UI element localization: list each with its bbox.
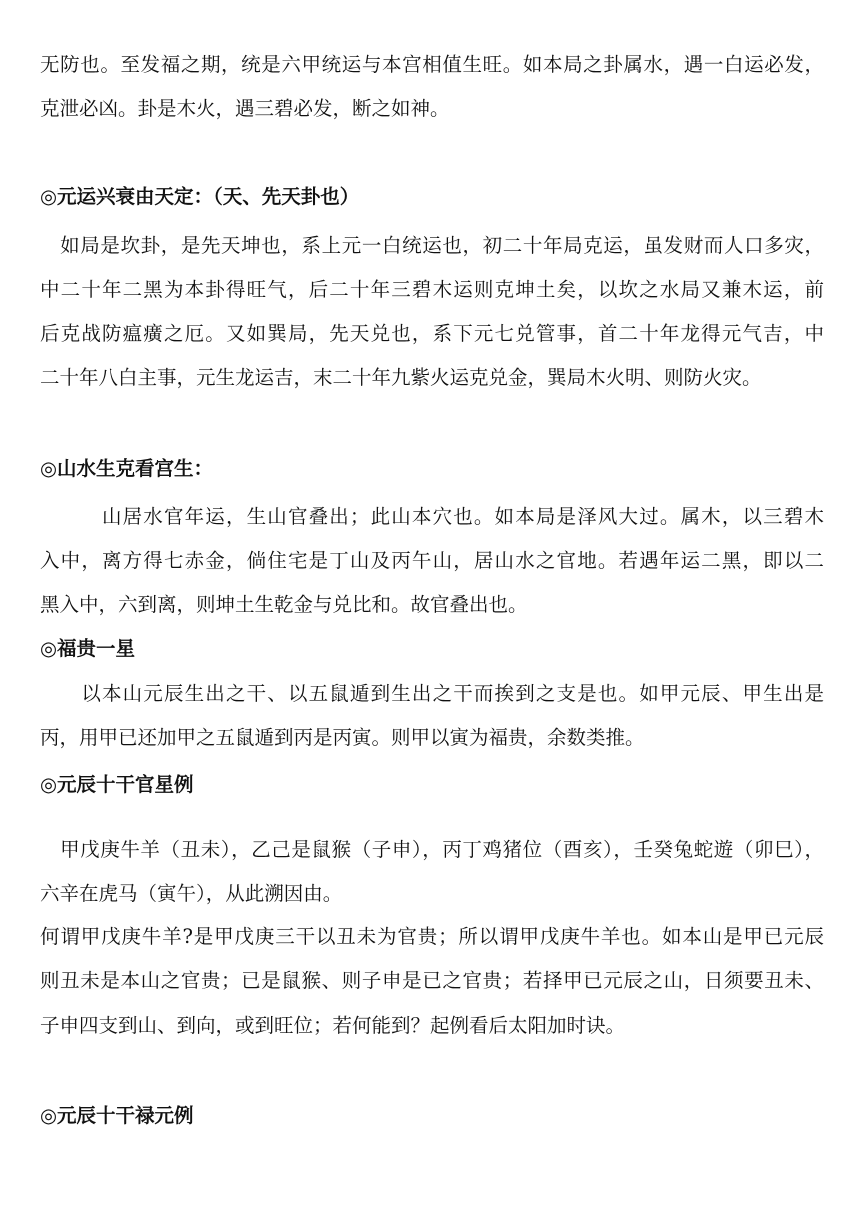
- paragraph-line: 中二十年二黑为本卦得旺气，后二十年三碧木运则克坤土矣，以坎之水局又兼木运，前: [40, 278, 824, 301]
- paragraph-line: 甲戊庚牛羊（丑未），乙己是鼠猴（子申），丙丁鸡猪位（酉亥），壬癸兔蛇遊（卯巳），: [40, 838, 824, 861]
- section-heading-fugui: ◎福贵一星: [40, 637, 136, 660]
- paragraph-line: 如局是坎卦，是先天坤也，系上元一白统运也，初二十年局克运，虽发财而人口多灾，: [40, 234, 824, 257]
- paragraph-line: 后克战防瘟癀之厄。又如巽局，先天兑也，系下元七兑管事，首二十年龙得元气吉，中: [40, 322, 824, 345]
- section-heading-yuanyun: ◎元运兴衰由天定：（天、先天卦也）: [40, 185, 360, 208]
- paragraph-line: 以本山元辰生出之干、以五鼠遁到生出之干而挨到之支是也。如甲元辰、甲生出是: [40, 682, 824, 705]
- paragraph-line: 无防也。至发福之期，统是六甲统运与本宫相值生旺。如本局之卦属水，遇一白运必发，: [40, 53, 824, 76]
- paragraph-line: 克泄必凶。卦是木火，遇三碧必发，断之如神。: [40, 97, 450, 120]
- paragraph-line: 二十年八白主事，元生龙运吉，末二十年九紫火运克兑金，巽局木火明、则防火灾。: [40, 366, 762, 389]
- section-heading-guanxing: ◎元辰十干官星例: [40, 773, 194, 796]
- section-heading-shanshui: ◎山水生克看宫生：: [40, 457, 214, 480]
- paragraph-line: 子申四支到山、到向，或到旺位；若何能到？起例看后太阳加时诀。: [40, 1014, 626, 1037]
- paragraph-line: 入中，离方得七赤金，倘住宅是丁山及丙午山，居山水之官地。若遇年运二黑，即以二: [40, 549, 824, 572]
- paragraph-line: 则丑未是本山之官贵；已是鼠猴、则子申是已之官贵；若择甲已元辰之山，日须要丑未、: [40, 969, 824, 992]
- paragraph-line: 山居水官年运，生山官叠出；此山本穴也。如本局是泽风大过。属木，以三碧木: [40, 505, 824, 528]
- paragraph-line: 六辛在虎马（寅午），从此溯因由。: [40, 882, 343, 905]
- paragraph-line: 黑入中，六到离，则坤土生乾金与兑比和。故官叠出也。: [40, 593, 528, 616]
- paragraph-line: 何谓甲戊庚牛羊?是甲戊庚三干以丑未为官贵；所以谓甲戊庚牛羊也。如本山是甲已元辰: [40, 925, 824, 948]
- paragraph-line: 丙，用甲已还加甲之五鼠遁到丙是丙寅。则甲以寅为福贵，余数类推。: [40, 726, 645, 749]
- section-heading-luyuan: ◎元辰十干禄元例: [40, 1104, 194, 1127]
